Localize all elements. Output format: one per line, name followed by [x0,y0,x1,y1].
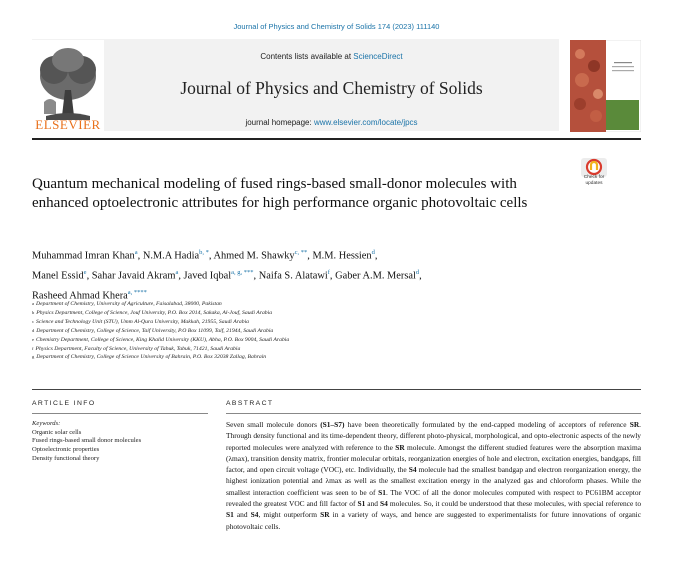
author-affiliation-marker[interactable]: e [83,268,87,276]
abstract-bold-term: S4 [408,465,417,475]
keywords-label: Keywords: [32,420,61,427]
author-affiliation-marker[interactable]: d [415,268,420,276]
author-separator: , [208,250,214,262]
affiliation-item [32,353,592,362]
abstract-rule [226,413,641,414]
author-name[interactable]: Naifa S. Alatawi [258,270,328,282]
article-info-rule [32,413,208,414]
author-name[interactable]: Muhammad Imran Khan [32,250,135,262]
author-affiliation-marker[interactable]: a, g, *** [231,268,254,276]
author-name[interactable]: Gaber A.M. Mersal [335,270,416,282]
author-affiliation-marker[interactable]: c, ** [294,249,308,256]
check-updates-line2: updates [585,180,603,186]
affiliation-text: Department of Chemistry, University of Agriculture, Faisalabad, 38000, Pakistan [36,301,222,307]
homepage-line [104,118,559,127]
abstract-bold-term: S4 [250,510,259,520]
affiliation-text: Chemistry Department, College of Science, King Khalid University (KKU), Abha, P.O. Box 9004, Saudi Arabia [36,336,290,343]
abstract-bold-term: SR [629,420,640,429]
check-for-updates-label[interactable] [570,175,618,186]
abstract-heading: ABSTRACT [226,400,274,407]
author-name[interactable]: M.M. Hessien [312,250,372,262]
affiliation-text: Department of Chemistry, College of Science, Taif University, P.O Box 11099, Taif, 21944, Saudi Arabia [36,327,274,334]
abstract-bold-term: S1 [378,487,386,497]
abstract-run: in a variety of ways, and hence are suggested to experimentalists for future innovations of organic photovoltaic cells. [226,510,641,531]
check-updates-line1: Check for [583,175,605,180]
author-name[interactable]: Rasheed Ahmad Khera [32,290,128,302]
author-affiliation-marker[interactable]: f [327,268,330,276]
affiliation-label: c [32,318,34,324]
affiliation-text: Department of Chemistry, College of Science University of Bahrain, P.O. Box 32038 Zallag, Bahrain [36,354,267,361]
affiliation-item [32,300,592,309]
affiliation-text: Science and Technology Unit (STU), Umm Al-Qura University, Makkah, 21955, Saudi Arabia [36,318,249,325]
author-separator: , [374,250,378,262]
abstract-run: have been theoretically formulated by the end-capped modeling of acceptors of reference [344,420,630,429]
affiliation-text: Physics Department, College of Science, Jouf University, P.O. Box 2014, Sakaka, Al-Jouf, Saudi Arabia [36,309,273,316]
affiliation-list [32,300,592,362]
section-rule [32,389,641,390]
abstract-run: molecules. So, it could be understood that these molecules, with special reference to [387,499,642,509]
affiliation-item [32,318,592,327]
affiliation-item [32,327,592,336]
affiliation-label: f [32,345,34,351]
author-separator: , [253,270,259,282]
abstract-run: . The VOC of all the donor molecules computed with respect to PC61BM acceptor revealed the greatest VOC and fill factor of [226,487,642,509]
abstract-text [226,419,641,532]
keyword-item: Optoelectronic properties [32,446,100,454]
keyword-item: Fused rings-based small donor molecules [32,437,142,445]
author-affiliation-marker[interactable]: a [134,249,138,256]
article-title: Quantum mechanical modeling of fused rings-based small-donor molecules with enhanced optoelectronic attributes for high performance organic photovoltaic cells [32,176,528,211]
abstract-run: , might outperform [258,510,321,520]
affiliation-item [32,309,592,318]
abstract-run: and [365,499,381,509]
journal-cover-thumbnail-icon[interactable] [570,40,641,132]
keywords-block [32,420,141,464]
abstract-bold-term: (S1–S7) [320,420,345,429]
author-name[interactable]: Javed Iqbal [183,270,232,282]
author-name[interactable]: Ahmed M. Shawky [213,250,295,262]
author-affiliation-marker[interactable]: a [175,268,179,276]
author-name[interactable]: N.M.A Hadia [142,250,200,262]
affiliation-label: g [32,354,35,360]
journal-homepage-link[interactable]: www.elsevier.com/locate/jpcs [313,118,418,127]
contents-prefix: Contents lists available at [260,52,354,61]
abstract-run: molecule. Amongst the different studied features were the absorption maxima (λmax), transition density matrix, frontier molecular orbitals, reorganization energies of hole and electron, excitation energies, bandgaps, fill factor, and open circuit voltage (VOC), etc. Individually, the [226,442,641,475]
author-affiliation-marker[interactable]: d [371,249,375,256]
author-name[interactable]: Manel Essid [32,270,84,282]
affiliation-label: b [32,309,35,315]
author-separator: , [137,250,143,262]
abstract-run: Seven small molecule donors [226,420,321,429]
affiliation-item [32,336,592,345]
article-info-heading: ARTICLE INFO [32,400,96,407]
homepage-prefix: journal homepage: [245,118,314,127]
affiliation-item [32,345,592,354]
abstract-run: . Through density functional and its time-dependent theory, different photo-physical, morphological, and opto-electronic aspects of the newly reported molecules were analyzed with reference to the [226,420,642,452]
abstract-bold-term: SR [395,442,405,452]
journal-reference[interactable]: Journal of Physics and Chemistry of Solids 174 (2023) 111140 [233,22,440,31]
affiliation-label: a [32,301,34,306]
publisher-name: ELSEVIER [35,117,101,132]
abstract-run: and [233,510,251,520]
contents-line [104,52,559,61]
author-separator: , [86,270,92,282]
abstract-bold-term: S4 [380,499,388,509]
affiliation-label: d [32,327,35,333]
abstract-run: molecule had the smallest bandgap and electron reorganization energy, the highest ionization potential and λmax as well as the smallest excitation energy in the analyzed gas and chloroform phases. While the smallest interaction coefficient was seen to be of [226,465,641,497]
affiliation-text: Physics Department, Faculty of Science, University of Tabuk, Tabuk, 71421, Saudi Arabia [35,345,241,352]
author-separator: , [419,270,422,282]
sciencedirect-link[interactable]: ScienceDirect [353,52,403,61]
affiliation-label: e [32,336,34,342]
author-separator: , [307,250,313,262]
keyword-item: Density functional theory [32,454,100,462]
header-rule [32,138,641,140]
author-separator: , [329,270,336,282]
author-separator: , [178,270,184,282]
journal-title[interactable]: Journal of Physics and Chemistry of Solids [180,78,483,98]
keyword-item: Organic solar cells [32,428,82,436]
author-affiliation-marker[interactable]: a, **** [127,288,147,296]
abstract-bold-term: SR [320,510,330,520]
abstract-bold-term: S1 [357,499,366,509]
author-name[interactable]: Sahar Javaid Akram [91,270,176,282]
author-affiliation-marker[interactable]: b, * [199,249,209,256]
abstract-bold-term: S1 [226,510,234,520]
author-list [32,245,592,305]
